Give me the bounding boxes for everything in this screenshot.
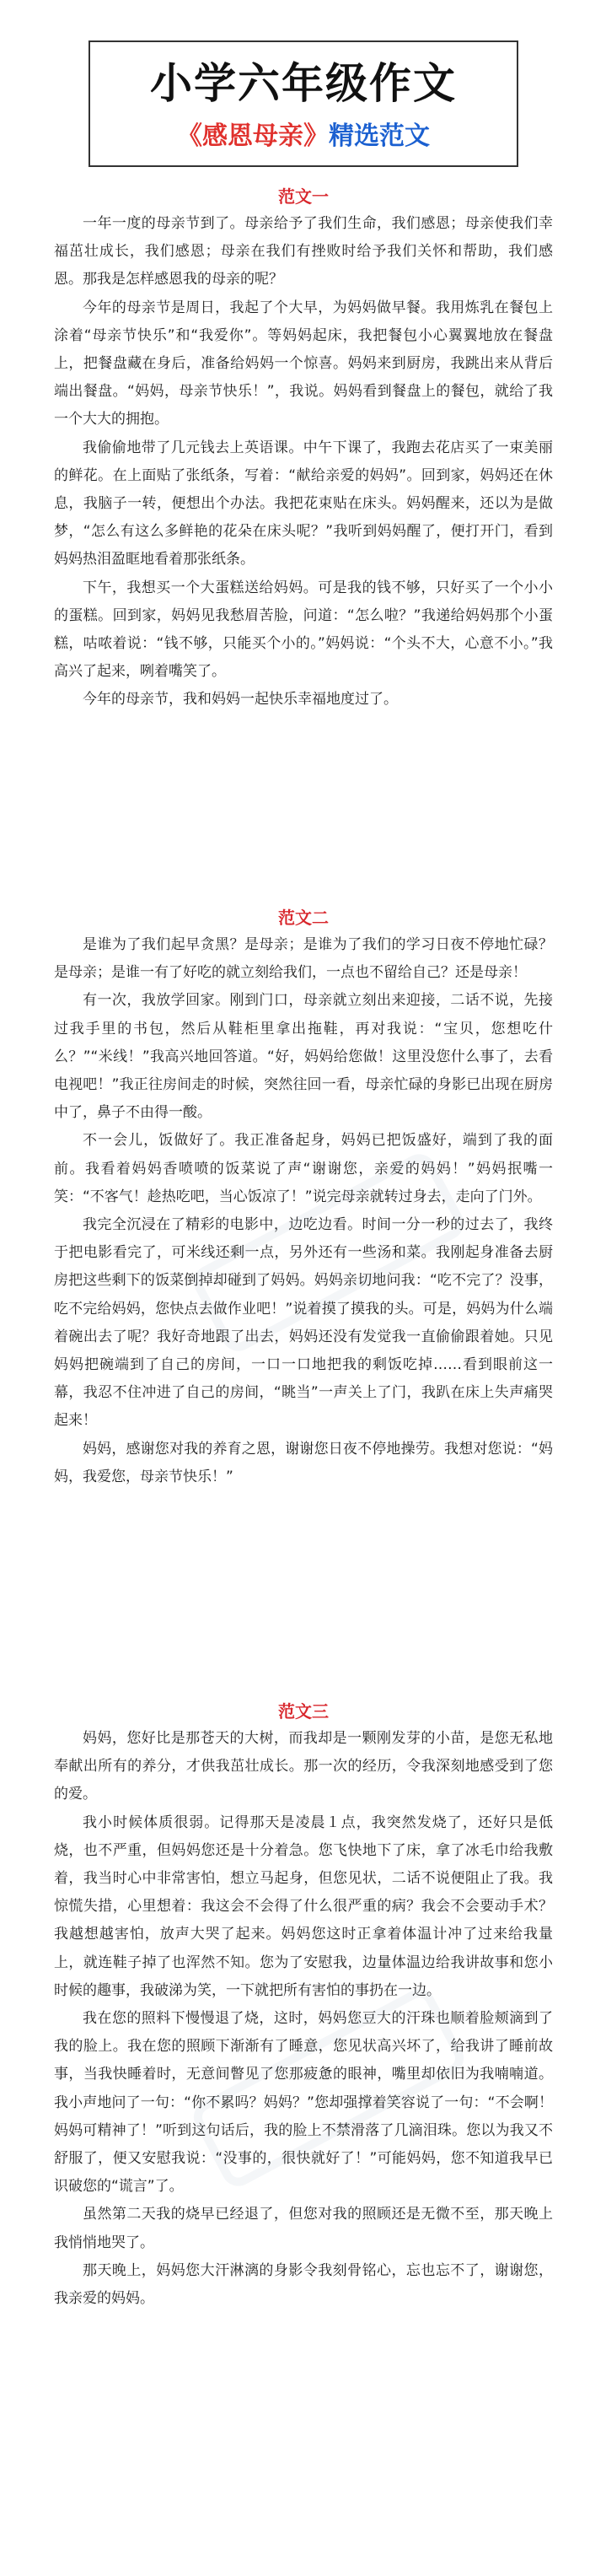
paragraph: 下午，我想买一个大蛋糕送给妈妈。可是我的钱不够，只好买了一个小小的蛋糕。回到家，妈妈见我愁眉苦脸，问道：“怎么啦？”我递给妈妈那个小蛋糕，咕哝着说：“钱不够，只能买个小的。”妈妈说：“个头不大，心意不小。”我高兴了起来，咧着嘴笑了。 (54, 579, 553, 681)
paragraph: 我完全沉浸在了精彩的电影中，边吃边看。时间一分一秒的过去了，我终于把电影看完了，可米线还剩一点，另外还有一些汤和菜。我刚起身准备去厨房把这些剩下的饭菜倒掉却碰到了妈妈。妈妈亲切地问我：“吃不完了？没事，吃不完给妈妈，您快点去做作业吧！”说着摸了摸我的头。可是，妈妈为什么端着碗出去了呢？我好奇地跟了出去，妈妈还没有发觉我一直偷偷跟着她。只见妈妈把碗端到了自己的房间，一口一口地把我的剩饭吃掉……看到眼前这一幕，我忍不住冲进了自己的房间，“眺当”一声关上了门，我趴在床上失声痛哭起来！ (54, 1216, 553, 1430)
subtitle-book-name: 《感恩母亲》 (177, 121, 329, 151)
essay-section-3 (54, 1700, 553, 2313)
paragraph: 妈妈，您好比是那苍天的大树，而我却是一颗刚发芽的小苗，是您无私地奉献出所有的养分，才供我茁壮成长。那一次的经历，令我深刻地感受到了您的爱。 (54, 1730, 553, 1803)
paragraph: 今年的母亲节，我和妈妈一起快乐幸福地度过了。 (83, 691, 398, 709)
paragraph: 我偷偷地带了几元钱去上英语课。中午下课了，我跑去花店买了一束美丽的鲜花。在上面贴了张纸条，写着：“献给亲爱的妈妈”。回到家，妈妈还在休息，我脑子一转，便想出个办法。我把花束贴在床头。妈妈醒来，还以为是做梦，“怎么有这么多鲜艳的花朵在床头呢？”我听到妈妈醒了，便打开门，看到妈妈热泪盈眶地看着那张纸条。 (54, 439, 553, 569)
paragraph: 不一会儿，饭做好了。我正准备起身，妈妈已把饭盛好，端到了我的面前。我看着妈妈香喷喷的饭菜说了声“谢谢您，亲爱的妈妈！”妈妈抿嘴一笑：“不客气！趁热吃吧，当心饭凉了！”说完母亲就转过身去，走向了门外。 (54, 1132, 553, 1205)
page-title: 小学六年级作文 (150, 59, 457, 108)
paragraph: 今年的母亲节是周日，我起了个大早，为妈妈做早餐。我用炼乳在餐包上涂着“母亲节快乐”和“我爱你”。等妈妈起床，我把餐包小心翼翼地放在餐盘上，把餐盘藏在身后，准备给妈妈一个惊喜。妈妈来到厨房，我跳出来从背后端出餐盘。“妈妈，母亲节快乐！”，我说。妈妈看到餐盘上的餐包，就给了我一个大大的拥抱。 (54, 299, 553, 428)
section-title: 范文二 (278, 908, 329, 928)
paragraph: 那天晚上，妈妈您大汗淋漓的身影令我刻骨铭心，忘也忘不了，谢谢您，我亲爱的妈妈。 (54, 2261, 553, 2308)
essay-section-1 (54, 185, 553, 714)
paragraph: 是谁为了我们起早贪黑？是母亲；是谁为了我们的学习日夜不停地忙碌？是母亲；是谁一有了好吃的就立刻给我们，一点也不留给自己？还是母亲！ (54, 936, 553, 982)
subtitle-text: 精选范文 (329, 121, 430, 151)
paragraph: 虽然第二天我的烧早已经退了，但您对我的照顾还是无微不至，那天晚上我悄悄地哭了。 (54, 2206, 553, 2251)
section-title: 范文一 (278, 186, 329, 207)
paragraph: 一年一度的母亲节到了。母亲给予了我们生命，我们感恩；母亲使我们幸福茁壮成长，我们感恩；母亲在我们有挫败时给予我们关怀和帮助，我们感恩。那我是怎样感恩我的母亲的呢？ (54, 215, 553, 288)
paragraph: 我小时候体质很弱。记得那天是凌晨１点，我突然发烧了，还好只是低烧，也不严重，但妈妈您还是十分着急。您飞快地下了床，拿了冰毛巾给我敷着，我当时心中非常害怕，想立马起身，但您见状，二话不说便阻止了我。我惊慌失措，心里想着：我这会不会得了什么很严重的病？我会不会要动手术？我越想越害怕，放声大哭了起来。妈妈您这时正拿着体温计冲了过来给我量上，就连鞋子掉了也浑然不知。您为了安慰我，边量体温边给我讲故事和您小时候的趣事，我破涕为笑，一下就把所有害怕的事扔在一边。 (54, 1813, 553, 1999)
section-title: 范文三 (278, 1701, 329, 1722)
paragraph: 妈妈，感谢您对我的养育之恩，谢谢您日夜不停地操劳。我想对您说：“妈妈，我爱您，母亲节快乐！” (54, 1440, 553, 1485)
title-box (88, 40, 518, 167)
paragraph: 我在您的照料下慢慢退了烧，这时，妈妈您豆大的汗珠也顺着脸颊滴到了我的脸上。我在您的照顾下渐渐有了睡意，您见状高兴坏了，给我讲了睡前故事，当我快睡着时，无意间瞥见了您那疲惫的眼神，嘴里却依旧为我喃喃道。我小声地问了一句：“你不累吗？妈妈？”您却强撑着笑容说了一句：“不会啊！妈妈可精神了！”听到这句话后，我的脸上不禁滑落了几滴泪珠。您以为我又不舒服了，便又安慰我说：“没事的，很快就好了！”可能妈妈，您不知道我早已识破您的“谎言”了。 (54, 2010, 553, 2196)
paragraph: 有一次，我放学回家。刚到门口，母亲就立刻出来迎接，二话不说，先接过我手里的书包，然后从鞋柜里拿出拖鞋，再对我说：“宝贝，您想吃什么？”“米线！”我高兴地回答道。“好，妈妈给您做！这里没您什么事了，去看电视吧！”我正往房间走的时候，突然往回一看，母亲忙碌的身影已出现在厨房中了，鼻子不由得一酸。 (54, 992, 553, 1122)
essay-section-2 (54, 906, 553, 1491)
page-subtitle (90, 121, 517, 152)
